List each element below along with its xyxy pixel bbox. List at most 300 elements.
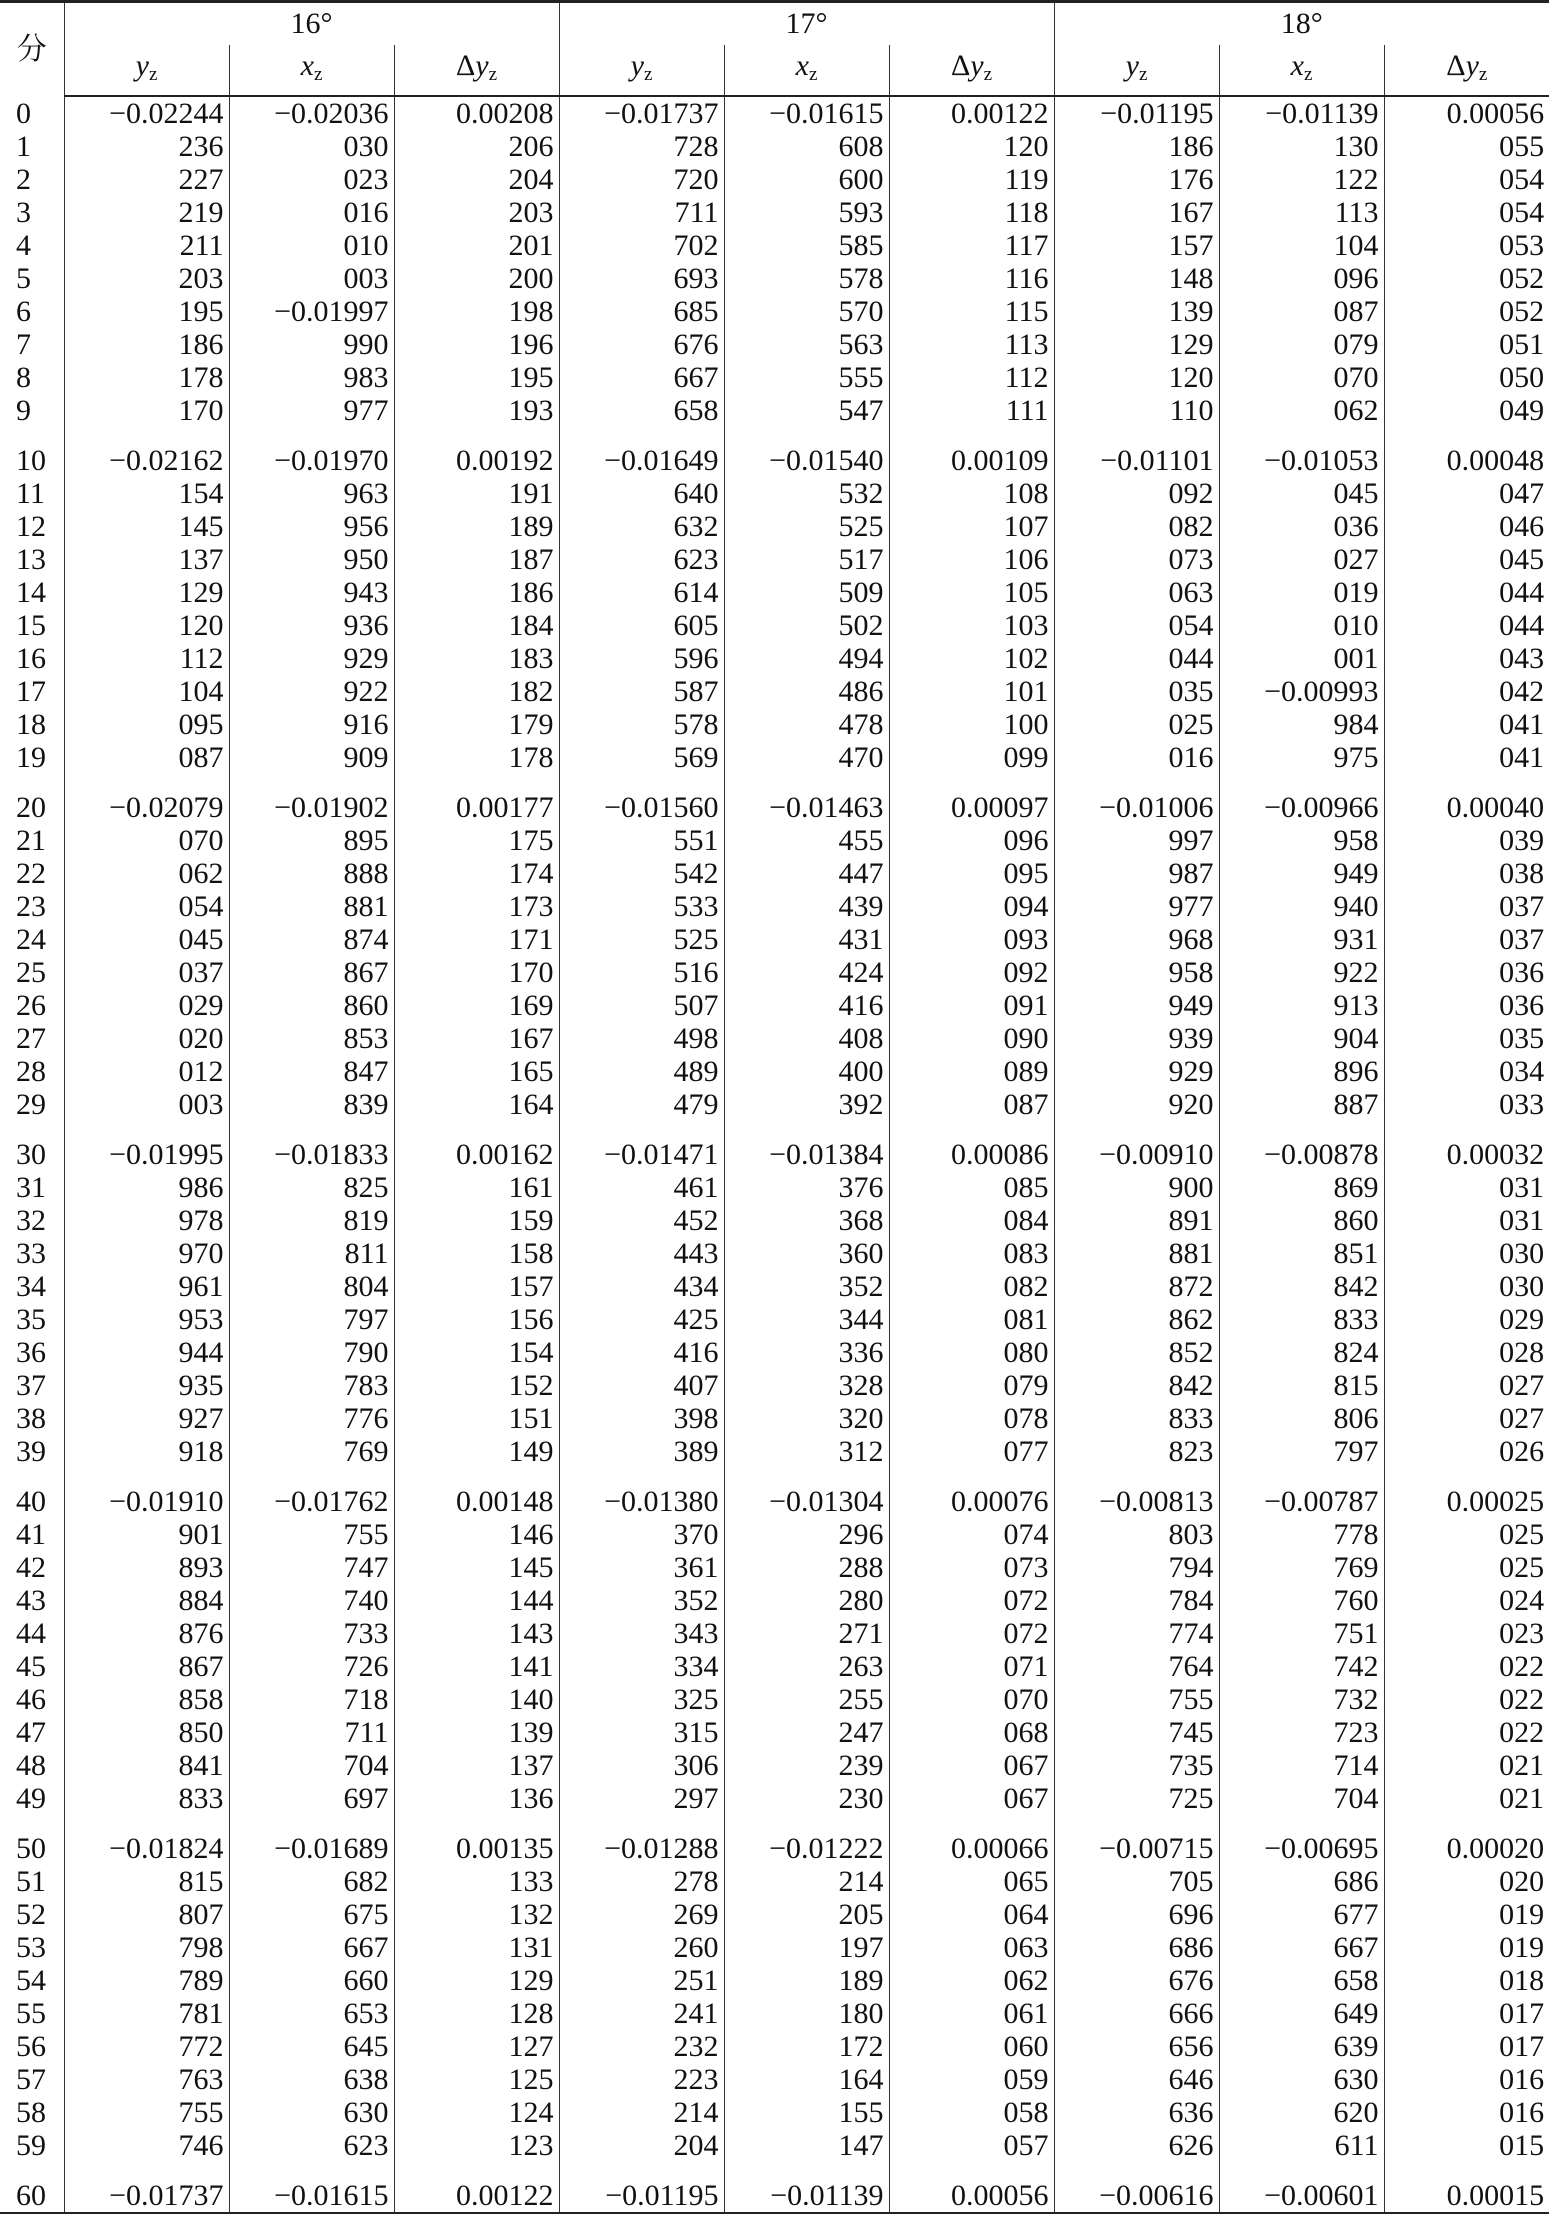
value-cell: 803 [1054, 1518, 1219, 1551]
value-cell: 206 [394, 130, 559, 163]
value-cell: 922 [229, 675, 394, 708]
value-cell: 035 [1054, 675, 1219, 708]
table-row [0, 1088, 1549, 1121]
minute-cell: 48 [0, 1749, 64, 1782]
value-cell: 922 [1219, 956, 1384, 989]
value-cell: −0.01615 [724, 96, 889, 130]
value-cell: 214 [559, 2096, 724, 2129]
minute-cell: 54 [0, 1964, 64, 1997]
value-cell: 0.00015 [1384, 2179, 1549, 2213]
value-cell: 936 [229, 609, 394, 642]
table-row [0, 1617, 1549, 1650]
value-cell: 461 [559, 1171, 724, 1204]
value-cell: 872 [1054, 1270, 1219, 1303]
minute-cell: 11 [0, 477, 64, 510]
table-row [0, 2179, 1549, 2213]
value-cell: 841 [64, 1749, 229, 1782]
value-cell: 151 [394, 1402, 559, 1435]
value-cell: 123 [394, 2129, 559, 2162]
value-cell: 685 [559, 295, 724, 328]
value-cell: 230 [724, 1782, 889, 1815]
value-cell: 120 [64, 609, 229, 642]
value-cell: 784 [1054, 1584, 1219, 1617]
value-cell: 144 [394, 1584, 559, 1617]
value-cell: 186 [1054, 130, 1219, 163]
value-cell: −0.01304 [724, 1485, 889, 1518]
table-row [0, 1865, 1549, 1898]
value-cell: 711 [559, 196, 724, 229]
table-row [0, 1931, 1549, 1964]
value-cell: 189 [394, 510, 559, 543]
minute-cell: 13 [0, 543, 64, 576]
table-row [0, 791, 1549, 824]
minute-cell: 14 [0, 576, 64, 609]
value-cell: 147 [724, 2129, 889, 2162]
value-cell: 0.00162 [394, 1138, 559, 1171]
value-cell: 726 [229, 1650, 394, 1683]
value-cell: 045 [1219, 477, 1384, 510]
value-cell: 608 [724, 130, 889, 163]
minute-cell: 33 [0, 1237, 64, 1270]
value-cell: −0.00787 [1219, 1485, 1384, 1518]
sub-header-yz-1: $y_z$ [559, 45, 724, 96]
minute-cell: 2 [0, 163, 64, 196]
value-cell: 640 [559, 477, 724, 510]
value-cell: 842 [1219, 1270, 1384, 1303]
sub-header-xz-0: $x_z$ [229, 45, 394, 96]
value-cell: 079 [889, 1369, 1054, 1402]
value-cell: 990 [229, 328, 394, 361]
value-cell: 0.00032 [1384, 1138, 1549, 1171]
value-cell: 755 [64, 2096, 229, 2129]
value-cell: 389 [559, 1435, 724, 1468]
value-cell: 798 [64, 1931, 229, 1964]
value-cell: 361 [559, 1551, 724, 1584]
value-cell: 030 [1384, 1237, 1549, 1270]
table-row [0, 1716, 1549, 1749]
value-cell: 585 [724, 229, 889, 262]
value-cell: 025 [1384, 1518, 1549, 1551]
value-cell: 023 [1384, 1617, 1549, 1650]
value-cell: 035 [1384, 1022, 1549, 1055]
value-cell: 154 [64, 477, 229, 510]
value-cell: 824 [1219, 1336, 1384, 1369]
value-cell: 028 [1384, 1336, 1549, 1369]
value-cell: 315 [559, 1716, 724, 1749]
value-cell: 155 [724, 2096, 889, 2129]
value-cell: 704 [229, 1749, 394, 1782]
value-cell: 010 [229, 229, 394, 262]
value-cell: 020 [64, 1022, 229, 1055]
value-cell: 666 [1054, 1997, 1219, 2030]
value-cell: 632 [559, 510, 724, 543]
value-cell: 593 [724, 196, 889, 229]
value-cell: 0.00076 [889, 1485, 1054, 1518]
value-cell: 129 [394, 1964, 559, 1997]
value-cell: 408 [724, 1022, 889, 1055]
value-cell: 794 [1054, 1551, 1219, 1584]
value-cell: 034 [1384, 1055, 1549, 1088]
degree-header-16: 16° [64, 2, 559, 46]
table-row [0, 130, 1549, 163]
value-cell: −0.00695 [1219, 1832, 1384, 1865]
value-cell: 193 [394, 394, 559, 427]
value-cell: 148 [1054, 262, 1219, 295]
value-cell: 164 [394, 1088, 559, 1121]
value-cell: 797 [229, 1303, 394, 1336]
value-cell: 204 [394, 163, 559, 196]
value-cell: −0.01139 [724, 2179, 889, 2213]
value-cell: 173 [394, 890, 559, 923]
value-cell: 095 [64, 708, 229, 741]
value-cell: 046 [1384, 510, 1549, 543]
value-cell: 010 [1219, 609, 1384, 642]
value-cell: 096 [1219, 262, 1384, 295]
minute-cell: 59 [0, 2129, 64, 2162]
table-row [0, 741, 1549, 774]
value-cell: 900 [1054, 1171, 1219, 1204]
value-cell: 120 [889, 130, 1054, 163]
value-cell: 227 [64, 163, 229, 196]
value-cell: 263 [724, 1650, 889, 1683]
table-row [0, 1303, 1549, 1336]
minute-cell: 51 [0, 1865, 64, 1898]
value-cell: 021 [1384, 1749, 1549, 1782]
table-row [0, 989, 1549, 1022]
minute-cell: 31 [0, 1171, 64, 1204]
value-cell: 0.00097 [889, 791, 1054, 824]
table-row [0, 1749, 1549, 1782]
value-cell: 058 [889, 2096, 1054, 2129]
minute-cell: 29 [0, 1088, 64, 1121]
minute-column-header: 分 [0, 2, 64, 97]
degree-header-18: 18° [1054, 2, 1549, 46]
value-cell: −0.01380 [559, 1485, 724, 1518]
value-cell: 050 [1384, 361, 1549, 394]
minute-cell: 15 [0, 609, 64, 642]
table-row [0, 196, 1549, 229]
table-row [0, 96, 1549, 130]
value-cell: 180 [724, 1997, 889, 2030]
minute-cell: 36 [0, 1336, 64, 1369]
value-cell: 997 [1054, 824, 1219, 857]
value-cell: 489 [559, 1055, 724, 1088]
value-cell: −0.01615 [229, 2179, 394, 2213]
value-cell: 204 [559, 2129, 724, 2162]
value-cell: 170 [394, 956, 559, 989]
value-cell: 003 [229, 262, 394, 295]
value-cell: 124 [394, 2096, 559, 2129]
value-cell: 117 [889, 229, 1054, 262]
value-cell: 360 [724, 1237, 889, 1270]
value-cell: 045 [1384, 543, 1549, 576]
value-cell: 853 [229, 1022, 394, 1055]
table-row [0, 2030, 1549, 2063]
table-row [0, 1518, 1549, 1551]
value-cell: 037 [1384, 890, 1549, 923]
value-cell: 896 [1219, 1055, 1384, 1088]
value-cell: 344 [724, 1303, 889, 1336]
value-cell: 502 [724, 609, 889, 642]
value-cell: 039 [1384, 824, 1549, 857]
value-cell: 029 [1384, 1303, 1549, 1336]
value-cell: 044 [1384, 609, 1549, 642]
value-cell: 600 [724, 163, 889, 196]
value-cell: 977 [1054, 890, 1219, 923]
value-cell: −0.01471 [559, 1138, 724, 1171]
value-cell: 815 [1219, 1369, 1384, 1402]
value-cell: 182 [394, 675, 559, 708]
value-cell: 956 [229, 510, 394, 543]
table-row [0, 1237, 1549, 1270]
value-cell: 003 [64, 1088, 229, 1121]
value-cell: 400 [724, 1055, 889, 1088]
value-cell: 077 [889, 1435, 1054, 1468]
value-cell: 067 [889, 1749, 1054, 1782]
value-cell: −0.01463 [724, 791, 889, 824]
value-cell: −0.01970 [229, 444, 394, 477]
value-cell: 054 [1384, 196, 1549, 229]
table-row [0, 1832, 1549, 1865]
value-cell: 027 [1219, 543, 1384, 576]
value-cell: 920 [1054, 1088, 1219, 1121]
value-cell: 187 [394, 543, 559, 576]
value-cell: 614 [559, 576, 724, 609]
value-cell: −0.02036 [229, 96, 394, 130]
value-cell: 478 [724, 708, 889, 741]
value-cell: 746 [64, 2129, 229, 2162]
minute-cell: 47 [0, 1716, 64, 1749]
value-cell: 494 [724, 642, 889, 675]
value-cell: 764 [1054, 1650, 1219, 1683]
value-cell: 120 [1054, 361, 1219, 394]
value-cell: 219 [64, 196, 229, 229]
table-row [0, 923, 1549, 956]
minute-cell: 52 [0, 1898, 64, 1931]
value-cell: 025 [1054, 708, 1219, 741]
value-cell: 763 [64, 2063, 229, 2096]
value-cell: 434 [559, 1270, 724, 1303]
value-cell: 735 [1054, 1749, 1219, 1782]
value-cell: 062 [1219, 394, 1384, 427]
value-cell: 186 [394, 576, 559, 609]
value-cell: 623 [559, 543, 724, 576]
value-cell: 0.00025 [1384, 1485, 1549, 1518]
value-cell: 958 [1054, 956, 1219, 989]
value-cell: 106 [889, 543, 1054, 576]
value-cell: 105 [889, 576, 1054, 609]
value-cell: 059 [889, 2063, 1054, 2096]
value-cell: 0.00040 [1384, 791, 1549, 824]
value-cell: 178 [394, 741, 559, 774]
value-cell: 328 [724, 1369, 889, 1402]
value-cell: 127 [394, 2030, 559, 2063]
minute-cell: 45 [0, 1650, 64, 1683]
value-cell: 711 [229, 1716, 394, 1749]
value-cell: 755 [229, 1518, 394, 1551]
minute-cell: 37 [0, 1369, 64, 1402]
minute-cell: 32 [0, 1204, 64, 1237]
value-cell: 108 [889, 477, 1054, 510]
minute-cell: 27 [0, 1022, 64, 1055]
value-cell: 197 [724, 1931, 889, 1964]
value-cell: 157 [394, 1270, 559, 1303]
value-cell: 073 [889, 1551, 1054, 1584]
value-cell: 064 [889, 1898, 1054, 1931]
value-cell: 931 [1219, 923, 1384, 956]
value-cell: 682 [229, 1865, 394, 1898]
value-cell: 676 [1054, 1964, 1219, 1997]
value-cell: 087 [1219, 295, 1384, 328]
value-cell: 867 [229, 956, 394, 989]
value-cell: 850 [64, 1716, 229, 1749]
value-cell: −0.00616 [1054, 2179, 1219, 2213]
value-cell: 116 [889, 262, 1054, 295]
value-cell: 055 [1384, 130, 1549, 163]
sub-header-delta-yz-0: $\Delta y_z$ [394, 45, 559, 96]
table-row [0, 1171, 1549, 1204]
value-cell: 129 [64, 576, 229, 609]
value-cell: 352 [724, 1270, 889, 1303]
value-cell: 823 [1054, 1435, 1219, 1468]
value-cell: 953 [64, 1303, 229, 1336]
value-cell: 019 [1384, 1898, 1549, 1931]
table-row [0, 2129, 1549, 2162]
value-cell: 909 [229, 741, 394, 774]
table-row [0, 262, 1549, 295]
value-cell: 175 [394, 824, 559, 857]
value-cell: 016 [1384, 2063, 1549, 2096]
value-cell: 978 [64, 1204, 229, 1237]
value-cell: 031 [1384, 1204, 1549, 1237]
value-cell: 789 [64, 1964, 229, 1997]
value-cell: 983 [229, 361, 394, 394]
value-cell: 547 [724, 394, 889, 427]
value-cell: 888 [229, 857, 394, 890]
value-cell: 578 [724, 262, 889, 295]
value-cell: 656 [1054, 2030, 1219, 2063]
value-cell: 479 [559, 1088, 724, 1121]
value-cell: 842 [1054, 1369, 1219, 1402]
value-cell: −0.01384 [724, 1138, 889, 1171]
value-cell: 455 [724, 824, 889, 857]
table-row [0, 675, 1549, 708]
minute-cell: 30 [0, 1138, 64, 1171]
value-cell: 044 [1384, 576, 1549, 609]
table-row [0, 295, 1549, 328]
value-cell: 100 [889, 708, 1054, 741]
value-cell: 723 [1219, 1716, 1384, 1749]
value-cell: 145 [64, 510, 229, 543]
table-row [0, 1402, 1549, 1435]
value-cell: 916 [229, 708, 394, 741]
value-cell: −0.01689 [229, 1832, 394, 1865]
value-cell: 027 [1384, 1402, 1549, 1435]
value-cell: 636 [1054, 2096, 1219, 2129]
table-row [0, 576, 1549, 609]
value-cell: 139 [1054, 295, 1219, 328]
value-cell: 950 [229, 543, 394, 576]
value-cell: 649 [1219, 1997, 1384, 2030]
value-cell: 790 [229, 1336, 394, 1369]
value-cell: 728 [559, 130, 724, 163]
value-cell: 839 [229, 1088, 394, 1121]
value-cell: 745 [1054, 1716, 1219, 1749]
value-cell: 196 [394, 328, 559, 361]
value-cell: 012 [64, 1055, 229, 1088]
value-cell: 638 [229, 2063, 394, 2096]
value-cell: 223 [559, 2063, 724, 2096]
value-cell: 137 [394, 1749, 559, 1782]
minute-cell: 39 [0, 1435, 64, 1468]
value-cell: 019 [1384, 1931, 1549, 1964]
value-cell: 392 [724, 1088, 889, 1121]
minute-cell: 60 [0, 2179, 64, 2213]
value-cell: 968 [1054, 923, 1219, 956]
value-cell: 658 [1219, 1964, 1384, 1997]
minute-cell: 41 [0, 1518, 64, 1551]
value-cell: 776 [229, 1402, 394, 1435]
value-cell: 016 [229, 196, 394, 229]
value-cell: 0.00192 [394, 444, 559, 477]
value-cell: 092 [1054, 477, 1219, 510]
value-cell: 811 [229, 1237, 394, 1270]
value-cell: 031 [1384, 1171, 1549, 1204]
value-cell: −0.01560 [559, 791, 724, 824]
value-cell: 087 [889, 1088, 1054, 1121]
value-cell: 062 [64, 857, 229, 890]
value-cell: 015 [1384, 2129, 1549, 2162]
value-cell: −0.01833 [229, 1138, 394, 1171]
table-row [0, 1055, 1549, 1088]
value-cell: 104 [1219, 229, 1384, 262]
value-cell: 702 [559, 229, 724, 262]
value-cell: 596 [559, 642, 724, 675]
value-cell: 068 [889, 1716, 1054, 1749]
value-cell: 774 [1054, 1617, 1219, 1650]
table-row [0, 890, 1549, 923]
value-cell: 017 [1384, 2030, 1549, 2063]
minute-cell: 6 [0, 295, 64, 328]
value-cell: 605 [559, 609, 724, 642]
table-row [0, 1551, 1549, 1584]
value-cell: 904 [1219, 1022, 1384, 1055]
value-cell: −0.01737 [64, 2179, 229, 2213]
value-cell: 110 [1054, 394, 1219, 427]
minute-cell: 49 [0, 1782, 64, 1815]
value-cell: 336 [724, 1336, 889, 1369]
value-cell: 551 [559, 824, 724, 857]
value-cell: 103 [889, 609, 1054, 642]
value-cell: 044 [1054, 642, 1219, 675]
value-cell: 705 [1054, 1865, 1219, 1898]
value-cell: 211 [64, 229, 229, 262]
table-row [0, 510, 1549, 543]
value-cell: 0.00177 [394, 791, 559, 824]
value-cell: 171 [394, 923, 559, 956]
minute-cell: 8 [0, 361, 64, 394]
value-cell: 026 [1384, 1435, 1549, 1468]
value-cell: 195 [394, 361, 559, 394]
minute-cell: 24 [0, 923, 64, 956]
minute-cell: 22 [0, 857, 64, 890]
value-cell: 806 [1219, 1402, 1384, 1435]
minute-cell: 46 [0, 1683, 64, 1716]
value-cell: 167 [1054, 196, 1219, 229]
value-cell: 626 [1054, 2129, 1219, 2162]
value-cell: 021 [1384, 1782, 1549, 1815]
value-cell: 611 [1219, 2129, 1384, 2162]
